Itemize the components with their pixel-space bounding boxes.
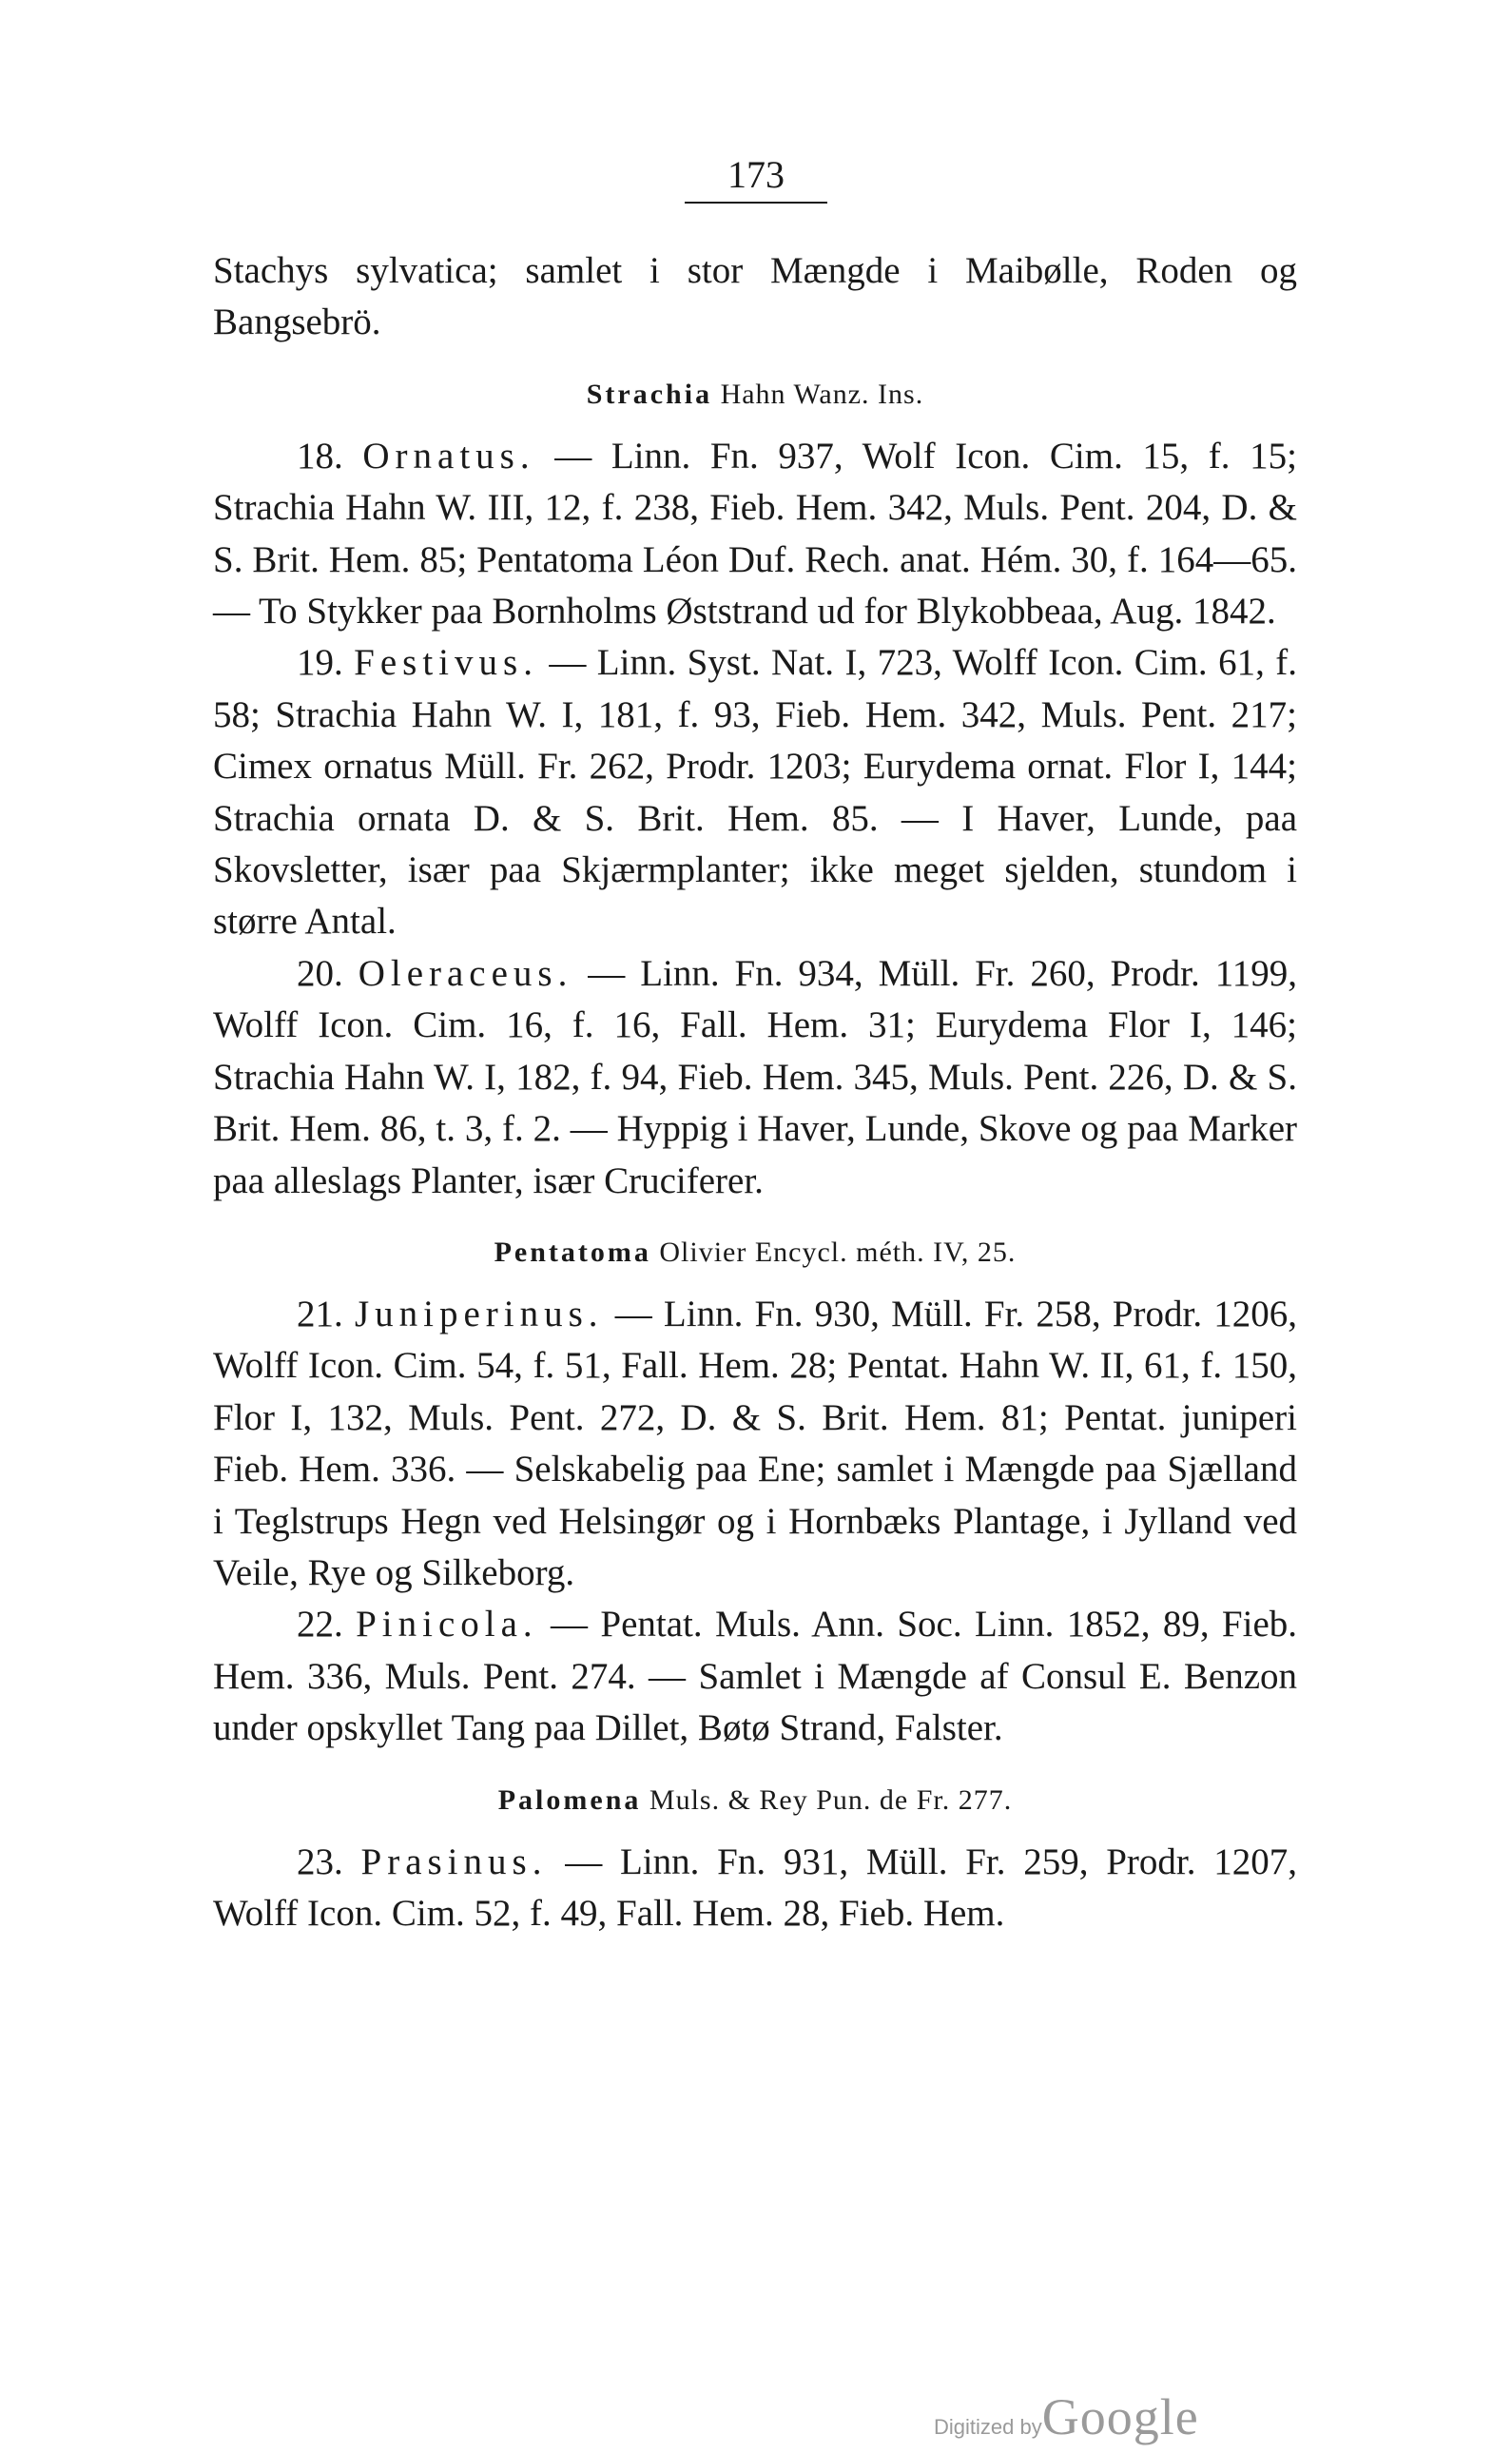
species-name: Festivus. [354,642,538,684]
species-entry [213,948,1297,1207]
body-text [213,245,1297,1939]
species-entry [213,431,1297,638]
species-name: Pinicola. [356,1604,538,1646]
species-number: 18. [297,435,343,477]
species-entry [213,1837,1297,1940]
species-name: Oleraceus. [358,952,573,994]
species-name: Prasinus. [360,1840,548,1882]
watermark-prefix: Digitized by [934,2415,1042,2439]
species-entry [213,1599,1297,1754]
species-text: — Linn. Fn. 931, Müll. Fr. 259, Prodr. 1207, Wolff Icon. Cim. 52, f. 49, Fall. Hem. 28, Fieb. Hem. [213,1840,1298,1934]
species-entry [213,637,1297,947]
digitized-by-google-watermark [934,2387,1199,2446]
google-wordmark: Google [1041,2388,1199,2445]
species-name: Juniperinus. [354,1293,604,1334]
species-text: — Linn. Fn. 930, Müll. Fr. 258, Prodr. 1206, Wolff Icon. Cim. 54, f. 51, Fall. Hem. 28; Pentat. Hahn W. II, 61, f. 150, Flor I, 132, Muls. Pent. 272, D. & S. Brit. Hem. 81; Pentat. juniperi Fieb. Hem. 336. — Selskabelig paa Ene; samlet i Mængde paa Sjælland i Teglstrups Hegn ved Helsingør og i Hornbæks Plantage, i Jylland ved Veile, Rye og Silkeborg. [213,1293,1298,1593]
genus-reference: Olivier Encycl. méth. IV, 25. [650,1236,1017,1268]
page-number: 173 [727,153,785,196]
species-number: 20. [297,952,343,994]
genus-heading-palomena [213,1782,1297,1820]
genus-name: Palomena [497,1783,642,1816]
species-entry [213,1289,1297,1599]
genus-reference: Hahn Wanz. Ins. [712,378,924,410]
genus-name: Pentatoma [494,1236,651,1268]
genus-reference: Muls. & Rey Pun. de Fr. 277. [641,1783,1013,1816]
species-text: — Pentat. Muls. Ann. Soc. Linn. 1852, 89, Fieb. Hem. 336, Muls. Pent. 274. — Samlet i Mængde af Consul E. Benzon under opskyllet Tang paa Dillet, Bøtø Strand, Falster. [213,1604,1298,1749]
genus-heading-pentatoma [213,1234,1297,1272]
species-name: Ornatus. [362,435,535,477]
species-number: 23. [297,1840,343,1882]
genus-heading-strachia [213,376,1297,414]
genus-name: Strachia [586,378,713,410]
species-text: — Linn. Fn. 937, Wolf Icon. Cim. 15, f. 15; Strachia Hahn W. III, 12, f. 238, Fieb. Hem. 342, Muls. Pent. 204, D. & S. Brit. Hem. 85; Pentatoma Léon Duf. Rech. anat. Hém. 30, f. 164—65. — To Stykker paa Bornholms Øststrand ud for Blykobbeaa, Aug. 1842. [213,435,1297,633]
intro-paragraph: Stachys sylvatica; samlet i stor Mængde i Maibølle, Roden og Bangsebrö. [213,250,1297,343]
species-number: 21. [297,1293,343,1334]
species-number: 19. [297,642,343,684]
page-number-rule [685,202,827,204]
species-text: — Linn. Syst. Nat. I, 723, Wolff Icon. Cim. 61, f. 58; Strachia Hahn W. I, 181, f. 93, Fieb. Hem. 342, Muls. Pent. 217; Cimex ornatus Müll. Fr. 262, Prodr. 1203; Eurydema ornat. Flor I, 144; Strachia ornata D. & S. Brit. Hem. 85. — I Haver, Lunde, paa Skovsletter, især paa Skjærmplanter; ikke meget sjelden, stundom i større Antal. [213,642,1298,943]
species-number: 22. [297,1604,343,1646]
species-text: — Linn. Fn. 934, Müll. Fr. 260, Prodr. 1199, Wolff Icon. Cim. 16, f. 16, Fall. Hem. 31; Eurydema Flor I, 146; Strachia Hahn W. I, 182, f. 94, Fieb. Hem. 345, Muls. Pent. 226, D. & S. Brit. Hem. 86, t. 3, f. 2. — Hyppig i Haver, Lunde, Skove og paa Marker paa alleslags Planter, især Cruciferer. [213,952,1297,1201]
